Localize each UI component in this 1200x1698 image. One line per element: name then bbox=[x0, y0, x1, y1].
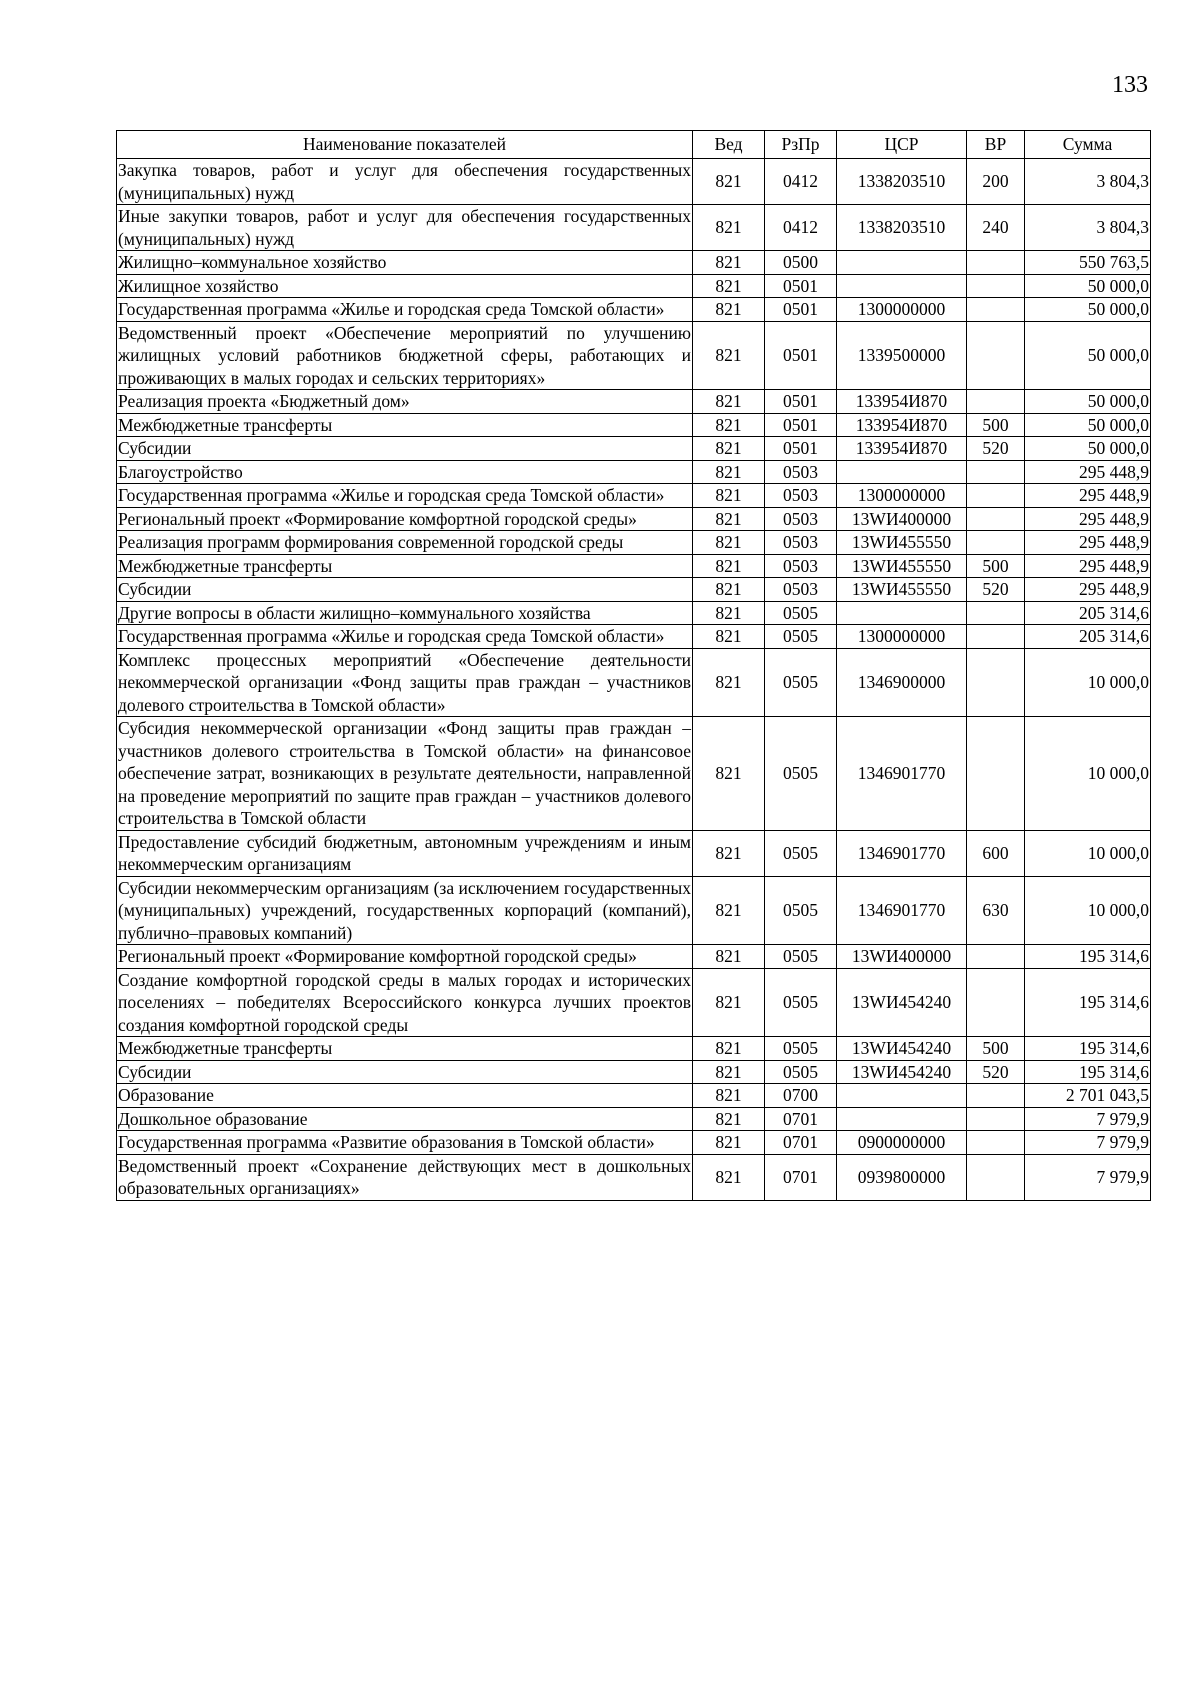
cell-csr: 1338203510 bbox=[837, 205, 967, 251]
table-row bbox=[117, 321, 1151, 390]
table-row bbox=[117, 1107, 1151, 1131]
cell-vr: 520 bbox=[967, 578, 1025, 602]
cell-sum: 10 000,0 bbox=[1025, 648, 1151, 717]
cell-csr: 1346901770 bbox=[837, 830, 967, 876]
cell-name: Иные закупки товаров, работ и услуг для обеспечения государственных (муниципальных) нужд bbox=[118, 206, 691, 249]
cell-sum: 295 448,9 bbox=[1025, 578, 1151, 602]
cell-rzpr: 0505 bbox=[765, 625, 837, 649]
cell-ved: 821 bbox=[693, 390, 765, 414]
cell-ved: 821 bbox=[693, 1084, 765, 1108]
cell-rzpr: 0505 bbox=[765, 717, 837, 831]
cell-ved: 821 bbox=[693, 578, 765, 602]
cell-name: Региональный проект «Формирование комфортной городской среды» bbox=[117, 507, 693, 531]
cell-vr bbox=[967, 1154, 1025, 1200]
cell-rzpr: 0501 bbox=[765, 390, 837, 414]
cell-rzpr: 0501 bbox=[765, 274, 837, 298]
cell-vr: 630 bbox=[967, 876, 1025, 945]
cell-sum: 195 314,6 bbox=[1025, 968, 1151, 1037]
cell-sum: 550 763,5 bbox=[1025, 251, 1151, 275]
cell-csr: 133954И870 bbox=[837, 413, 967, 437]
cell-ved: 821 bbox=[693, 484, 765, 508]
table-row bbox=[117, 298, 1151, 322]
cell-sum: 50 000,0 bbox=[1025, 321, 1151, 390]
cell-rzpr: 0505 bbox=[765, 830, 837, 876]
cell-vr bbox=[967, 298, 1025, 322]
cell-vr bbox=[967, 945, 1025, 969]
cell-ved: 821 bbox=[693, 601, 765, 625]
cell-csr: 13WИ454240 bbox=[837, 1037, 967, 1061]
cell-name: Государственная программа «Жилье и городская среда Томской области» bbox=[117, 484, 693, 508]
cell-sum: 195 314,6 bbox=[1025, 1037, 1151, 1061]
cell-name: Предоставление субсидий бюджетным, автономным учреждениям и иным некоммерческим организациям bbox=[118, 831, 691, 874]
cell-csr: 1346901770 bbox=[837, 717, 967, 831]
cell-csr: 0939800000 bbox=[837, 1154, 967, 1200]
header-rzpr: РзПр bbox=[765, 131, 837, 159]
table-row bbox=[117, 717, 1151, 831]
cell-rzpr: 0503 bbox=[765, 578, 837, 602]
table-row bbox=[117, 205, 1151, 251]
cell-ved: 821 bbox=[693, 1060, 765, 1084]
cell-vr: 200 bbox=[967, 159, 1025, 205]
cell-rzpr: 0700 bbox=[765, 1084, 837, 1108]
cell-csr: 0900000000 bbox=[837, 1131, 967, 1155]
cell-ved: 821 bbox=[693, 321, 765, 390]
table-row bbox=[117, 251, 1151, 275]
cell-name: Реализация проекта «Бюджетный дом» bbox=[117, 390, 693, 414]
budget-table bbox=[116, 130, 1151, 1201]
cell-csr: 1300000000 bbox=[837, 625, 967, 649]
cell-csr bbox=[837, 1084, 967, 1108]
cell-sum: 50 000,0 bbox=[1025, 274, 1151, 298]
cell-rzpr: 0503 bbox=[765, 460, 837, 484]
cell-csr: 13WИ454240 bbox=[837, 1060, 967, 1084]
cell-rzpr: 0500 bbox=[765, 251, 837, 275]
table-row bbox=[117, 413, 1151, 437]
cell-vr bbox=[967, 968, 1025, 1037]
cell-name: Ведомственный проект «Обеспечение мероприятий по улучшению жилищных условий работников бюджетной сферы, работающих и проживающих в малых городах и сельских территориях» bbox=[118, 322, 691, 388]
cell-vr bbox=[967, 601, 1025, 625]
cell-rzpr: 0701 bbox=[765, 1107, 837, 1131]
cell-csr: 1338203510 bbox=[837, 159, 967, 205]
cell-vr: 520 bbox=[967, 1060, 1025, 1084]
cell-vr: 600 bbox=[967, 830, 1025, 876]
header-name: Наименование показателей bbox=[117, 131, 693, 159]
table-row bbox=[117, 876, 1151, 945]
cell-sum: 195 314,6 bbox=[1025, 1060, 1151, 1084]
cell-name: Жилищное хозяйство bbox=[117, 274, 693, 298]
cell-csr: 1300000000 bbox=[837, 484, 967, 508]
cell-vr bbox=[967, 484, 1025, 508]
cell-name: Межбюджетные трансферты bbox=[117, 554, 693, 578]
cell-ved: 821 bbox=[693, 968, 765, 1037]
header-ved: Вед bbox=[693, 131, 765, 159]
cell-ved: 821 bbox=[693, 531, 765, 555]
table-row bbox=[117, 1060, 1151, 1084]
cell-csr bbox=[837, 1107, 967, 1131]
cell-sum: 295 448,9 bbox=[1025, 484, 1151, 508]
cell-vr bbox=[967, 251, 1025, 275]
cell-vr bbox=[967, 531, 1025, 555]
cell-csr: 133954И870 bbox=[837, 390, 967, 414]
cell-ved: 821 bbox=[693, 625, 765, 649]
cell-sum: 295 448,9 bbox=[1025, 531, 1151, 555]
header-sum: Сумма bbox=[1025, 131, 1151, 159]
cell-csr: 13WИ400000 bbox=[837, 507, 967, 531]
cell-sum: 3 804,3 bbox=[1025, 205, 1151, 251]
table-row bbox=[117, 625, 1151, 649]
cell-name: Субсидии bbox=[117, 437, 693, 461]
cell-rzpr: 0501 bbox=[765, 321, 837, 390]
cell-sum: 7 979,9 bbox=[1025, 1107, 1151, 1131]
cell-name: Межбюджетные трансферты bbox=[117, 1037, 693, 1061]
cell-csr: 1346901770 bbox=[837, 876, 967, 945]
cell-name: Региональный проект «Формирование комфортной городской среды» bbox=[117, 945, 693, 969]
cell-rzpr: 0503 bbox=[765, 531, 837, 555]
cell-ved: 821 bbox=[693, 830, 765, 876]
cell-name: Благоустройство bbox=[117, 460, 693, 484]
table-row bbox=[117, 648, 1151, 717]
cell-ved: 821 bbox=[693, 1154, 765, 1200]
cell-name: Межбюджетные трансферты bbox=[117, 413, 693, 437]
cell-rzpr: 0505 bbox=[765, 876, 837, 945]
cell-csr: 13WИ454240 bbox=[837, 968, 967, 1037]
cell-rzpr: 0505 bbox=[765, 1037, 837, 1061]
cell-csr: 13WИ400000 bbox=[837, 945, 967, 969]
table-row bbox=[117, 274, 1151, 298]
cell-ved: 821 bbox=[693, 554, 765, 578]
cell-csr: 1300000000 bbox=[837, 298, 967, 322]
cell-name: Создание комфортной городской среды в малых городах и исторических поселениях – победителях Всероссийского конкурса лучших проектов создания комфортной городской среды bbox=[118, 969, 691, 1035]
cell-sum: 7 979,9 bbox=[1025, 1131, 1151, 1155]
table-row bbox=[117, 554, 1151, 578]
cell-ved: 821 bbox=[693, 460, 765, 484]
cell-vr bbox=[967, 274, 1025, 298]
cell-name: Дошкольное образование bbox=[117, 1107, 693, 1131]
table-row bbox=[117, 507, 1151, 531]
cell-vr bbox=[967, 460, 1025, 484]
cell-csr bbox=[837, 601, 967, 625]
cell-ved: 821 bbox=[693, 274, 765, 298]
cell-sum: 295 448,9 bbox=[1025, 507, 1151, 531]
cell-csr bbox=[837, 460, 967, 484]
cell-sum: 195 314,6 bbox=[1025, 945, 1151, 969]
table-row bbox=[117, 578, 1151, 602]
table-row bbox=[117, 601, 1151, 625]
cell-sum: 7 979,9 bbox=[1025, 1154, 1151, 1200]
table-body bbox=[117, 159, 1151, 1201]
cell-rzpr: 0501 bbox=[765, 437, 837, 461]
cell-vr bbox=[967, 1131, 1025, 1155]
cell-ved: 821 bbox=[693, 1131, 765, 1155]
page-number: 133 bbox=[1112, 72, 1148, 98]
cell-csr: 1346900000 bbox=[837, 648, 967, 717]
cell-vr bbox=[967, 390, 1025, 414]
cell-rzpr: 0412 bbox=[765, 205, 837, 251]
cell-sum: 10 000,0 bbox=[1025, 876, 1151, 945]
cell-ved: 821 bbox=[693, 298, 765, 322]
cell-sum: 2 701 043,5 bbox=[1025, 1084, 1151, 1108]
cell-vr bbox=[967, 1107, 1025, 1131]
cell-name: Закупка товаров, работ и услуг для обеспечения государственных (муниципальных) нужд bbox=[118, 160, 691, 203]
table-row bbox=[117, 968, 1151, 1037]
cell-name: Государственная программа «Развитие образования в Томской области» bbox=[117, 1131, 693, 1155]
cell-csr: 13WИ455550 bbox=[837, 554, 967, 578]
cell-vr: 500 bbox=[967, 413, 1025, 437]
cell-sum: 50 000,0 bbox=[1025, 437, 1151, 461]
cell-rzpr: 0505 bbox=[765, 945, 837, 969]
cell-rzpr: 0412 bbox=[765, 159, 837, 205]
table-row bbox=[117, 1154, 1151, 1200]
cell-ved: 821 bbox=[693, 945, 765, 969]
cell-vr bbox=[967, 321, 1025, 390]
cell-name: Государственная программа «Жилье и городская среда Томской области» bbox=[117, 298, 693, 322]
table-row bbox=[117, 830, 1151, 876]
cell-vr: 500 bbox=[967, 554, 1025, 578]
cell-csr bbox=[837, 251, 967, 275]
table-row bbox=[117, 159, 1151, 205]
cell-rzpr: 0503 bbox=[765, 507, 837, 531]
table-row bbox=[117, 437, 1151, 461]
table-row bbox=[117, 531, 1151, 555]
cell-ved: 821 bbox=[693, 251, 765, 275]
cell-ved: 821 bbox=[693, 1037, 765, 1061]
cell-sum: 10 000,0 bbox=[1025, 717, 1151, 831]
table-row bbox=[117, 1084, 1151, 1108]
cell-rzpr: 0505 bbox=[765, 648, 837, 717]
cell-sum: 50 000,0 bbox=[1025, 298, 1151, 322]
cell-vr bbox=[967, 1084, 1025, 1108]
cell-sum: 205 314,6 bbox=[1025, 625, 1151, 649]
cell-csr: 133954И870 bbox=[837, 437, 967, 461]
cell-vr bbox=[967, 717, 1025, 831]
cell-rzpr: 0503 bbox=[765, 484, 837, 508]
cell-rzpr: 0503 bbox=[765, 554, 837, 578]
cell-vr bbox=[967, 648, 1025, 717]
cell-rzpr: 0501 bbox=[765, 413, 837, 437]
table-row bbox=[117, 390, 1151, 414]
cell-ved: 821 bbox=[693, 1107, 765, 1131]
table-row bbox=[117, 1037, 1151, 1061]
cell-name: Другие вопросы в области жилищно–коммунального хозяйства bbox=[117, 601, 693, 625]
cell-name: Государственная программа «Жилье и городская среда Томской области» bbox=[117, 625, 693, 649]
cell-rzpr: 0701 bbox=[765, 1154, 837, 1200]
cell-rzpr: 0505 bbox=[765, 968, 837, 1037]
table-row bbox=[117, 484, 1151, 508]
cell-sum: 50 000,0 bbox=[1025, 390, 1151, 414]
cell-name: Субсидии bbox=[117, 1060, 693, 1084]
cell-ved: 821 bbox=[693, 717, 765, 831]
cell-ved: 821 bbox=[693, 876, 765, 945]
cell-ved: 821 bbox=[693, 648, 765, 717]
cell-sum: 50 000,0 bbox=[1025, 413, 1151, 437]
header-vr: ВР bbox=[967, 131, 1025, 159]
cell-name: Ведомственный проект «Сохранение действующих мест в дошкольных образовательных организациях» bbox=[118, 1155, 691, 1198]
table-header-row bbox=[117, 131, 1151, 159]
cell-csr bbox=[837, 274, 967, 298]
cell-sum: 295 448,9 bbox=[1025, 554, 1151, 578]
cell-vr bbox=[967, 625, 1025, 649]
cell-name: Образование bbox=[117, 1084, 693, 1108]
cell-vr bbox=[967, 507, 1025, 531]
table-row bbox=[117, 1131, 1151, 1155]
cell-sum: 10 000,0 bbox=[1025, 830, 1151, 876]
cell-name: Субсидия некоммерческой организации «Фонд защиты прав граждан – участников долевого строительства в Томской области» на финансовое обеспечение затрат, возникающих в результате деятельности, направленной на проведение мероприятий по защите прав граждан – участников долевого строительства в Томской области bbox=[118, 718, 691, 828]
cell-vr: 240 bbox=[967, 205, 1025, 251]
cell-rzpr: 0701 bbox=[765, 1131, 837, 1155]
cell-ved: 821 bbox=[693, 413, 765, 437]
cell-sum: 205 314,6 bbox=[1025, 601, 1151, 625]
cell-rzpr: 0505 bbox=[765, 1060, 837, 1084]
cell-rzpr: 0501 bbox=[765, 298, 837, 322]
cell-name: Комплекс процессных мероприятий «Обеспечение деятельности некоммерческой организации «Фонд защиты прав граждан – участников долевого строительства в Томской области» bbox=[118, 649, 691, 715]
table-row bbox=[117, 460, 1151, 484]
cell-ved: 821 bbox=[693, 159, 765, 205]
cell-name: Субсидии bbox=[117, 578, 693, 602]
cell-vr: 520 bbox=[967, 437, 1025, 461]
cell-name: Жилищно–коммунальное хозяйство bbox=[117, 251, 693, 275]
cell-sum: 3 804,3 bbox=[1025, 159, 1151, 205]
cell-csr: 13WИ455550 bbox=[837, 578, 967, 602]
cell-csr: 13WИ455550 bbox=[837, 531, 967, 555]
cell-name: Субсидии некоммерческим организациям (за исключением государственных (муниципальных) учреждений, государственных корпораций (компаний), публично–правовых компаний) bbox=[118, 877, 691, 943]
cell-rzpr: 0505 bbox=[765, 601, 837, 625]
cell-ved: 821 bbox=[693, 507, 765, 531]
cell-ved: 821 bbox=[693, 205, 765, 251]
table-row bbox=[117, 945, 1151, 969]
header-csr: ЦСР bbox=[837, 131, 967, 159]
cell-ved: 821 bbox=[693, 437, 765, 461]
cell-csr: 1339500000 bbox=[837, 321, 967, 390]
cell-sum: 295 448,9 bbox=[1025, 460, 1151, 484]
cell-vr: 500 bbox=[967, 1037, 1025, 1061]
cell-name: Реализация программ формирования современной городской среды bbox=[117, 531, 693, 555]
